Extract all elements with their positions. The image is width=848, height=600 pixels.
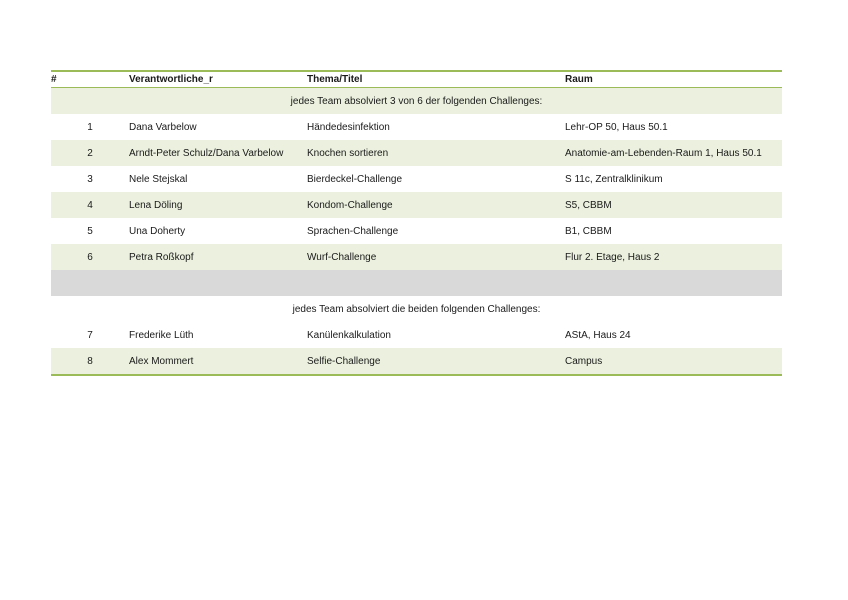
row-topic: Kondom-Challenge: [307, 199, 393, 211]
row-responsible: Dana Varbelow: [129, 121, 197, 133]
row-room: S5, CBBM: [565, 199, 612, 211]
header-room: Raum: [565, 74, 593, 85]
table-row: [51, 244, 782, 270]
row-topic: Selfie-Challenge: [307, 355, 381, 367]
row-room: Anatomie-am-Lebenden-Raum 1, Haus 50.1: [565, 147, 762, 159]
row-room: Campus: [565, 355, 603, 367]
row-topic: Händedesinfektion: [307, 121, 390, 133]
table-row: [51, 218, 782, 244]
row-responsible: Una Doherty: [129, 225, 186, 237]
table-row: [51, 166, 782, 192]
table-header-row: [51, 71, 782, 88]
row-topic: Sprachen-Challenge: [307, 225, 399, 237]
row-number: 7: [87, 329, 93, 341]
separator-cell: [51, 270, 782, 296]
row-number: 5: [87, 225, 93, 237]
row-room: Lehr-OP 50, Haus 50.1: [565, 121, 668, 133]
header-responsible: Verantwortliche_r: [129, 74, 213, 85]
row-responsible: Lena Döling: [129, 199, 183, 211]
row-topic: Kanülenkalkulation: [307, 329, 391, 341]
section-row: [51, 296, 782, 322]
row-room: AStA, Haus 24: [565, 329, 631, 341]
row-responsible: Petra Roßkopf: [129, 251, 194, 263]
row-room: S 11c, Zentralklinikum: [565, 173, 663, 185]
row-number: 1: [87, 121, 93, 133]
table-row: [51, 322, 782, 348]
table-row: [51, 114, 782, 140]
separator-row: [51, 270, 782, 296]
table-row: [51, 348, 782, 375]
table-row: [51, 192, 782, 218]
row-topic: Knochen sortieren: [307, 147, 389, 159]
row-room: Flur 2. Etage, Haus 2: [565, 251, 660, 263]
header-topic: Thema/Titel: [307, 74, 363, 85]
section-heading-1: jedes Team absolviert 3 von 6 der folgenden Challenges:: [290, 95, 543, 107]
challenges-table: [51, 70, 782, 376]
row-number: 3: [87, 173, 93, 185]
row-topic: Bierdeckel-Challenge: [307, 173, 403, 185]
row-number: 6: [87, 251, 93, 263]
row-number: 2: [87, 147, 93, 159]
section-heading-2: jedes Team absolviert die beiden folgenden Challenges:: [292, 303, 541, 315]
row-number: 4: [87, 199, 93, 211]
row-responsible: Nele Stejskal: [129, 173, 188, 185]
header-number: #: [51, 74, 57, 85]
table-row: [51, 140, 782, 166]
section-row: [51, 88, 782, 115]
row-responsible: Alex Mommert: [129, 355, 194, 367]
row-responsible: Arndt-Peter Schulz/Dana Varbelow: [129, 147, 284, 159]
row-responsible: Frederike Lüth: [129, 329, 194, 341]
row-room: B1, CBBM: [565, 225, 612, 237]
row-number: 8: [87, 355, 93, 367]
row-topic: Wurf-Challenge: [307, 251, 377, 263]
